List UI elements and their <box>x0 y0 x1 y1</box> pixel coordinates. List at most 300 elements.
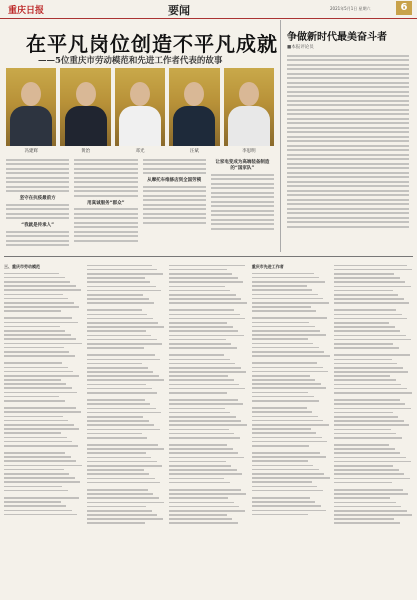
list-text-line <box>252 407 307 409</box>
list-text-line <box>87 437 148 439</box>
list-text-line <box>169 330 238 332</box>
list-text-line <box>4 383 66 385</box>
list-text-line <box>252 432 316 434</box>
list-text-line <box>252 383 321 385</box>
list-text-line <box>87 354 155 356</box>
list-text-line <box>87 318 153 320</box>
list-text-line <box>4 501 61 503</box>
list-text-line <box>334 424 409 426</box>
list-text-line <box>4 514 77 516</box>
photo-caption: 邓光 <box>135 149 145 154</box>
list-text-line <box>169 384 239 386</box>
list-text-line <box>169 314 240 316</box>
list-text-line <box>4 355 75 357</box>
list-text-line <box>252 428 311 430</box>
list-text-line <box>4 310 61 312</box>
list-text-line <box>4 322 78 324</box>
list-text-line <box>334 518 394 520</box>
list-text-line <box>87 473 150 475</box>
list-text-line <box>87 465 162 467</box>
list-text-line <box>169 403 243 405</box>
list-text-line <box>87 514 158 516</box>
list-text-line <box>334 506 401 508</box>
list-text-line <box>252 400 320 402</box>
list-text-line <box>4 437 67 439</box>
list-text-line <box>252 497 310 499</box>
list-text-line <box>87 439 166 442</box>
list-text-line <box>169 514 226 516</box>
honor-list <box>4 262 413 596</box>
list-text-line <box>4 420 68 422</box>
list-text-line <box>252 306 311 308</box>
list-text-line <box>252 411 313 413</box>
list-text-line <box>4 379 61 381</box>
list-text-line <box>169 286 225 288</box>
list-text-line <box>169 522 237 524</box>
photo-strip <box>6 68 274 146</box>
list-text-line <box>4 510 72 512</box>
sidebar-author: ■本报评论员 <box>287 45 314 50</box>
article-subtitle: 用真诚服务“群众” <box>87 200 125 206</box>
list-text-line <box>252 396 314 398</box>
portrait-photo <box>115 68 165 146</box>
list-text-line <box>252 338 308 340</box>
subheadline: ——5位重庆市劳动模范和先进工作者代表的故事 <box>38 56 223 66</box>
list-text-line <box>334 465 393 467</box>
list-text-line <box>87 330 146 332</box>
list-text-line <box>4 273 59 275</box>
list-text-line <box>4 347 64 349</box>
list-text-line <box>169 318 245 320</box>
portrait-photo <box>60 68 110 146</box>
list-text-line <box>169 497 228 499</box>
section-title: 要闻 <box>168 4 190 17</box>
list-text-line <box>169 412 230 414</box>
photo-captions <box>6 148 274 154</box>
list-text-line <box>169 388 244 390</box>
list-text-line <box>334 483 413 486</box>
list-text-line <box>87 304 166 307</box>
list-text-line <box>252 514 309 516</box>
list-column <box>252 262 331 596</box>
list-text-line <box>169 510 244 512</box>
list-text-line <box>169 457 244 459</box>
list-text-line <box>334 412 392 414</box>
photo-caption: 李思明 <box>242 149 256 154</box>
list-text-line <box>252 424 329 426</box>
list-text-line <box>169 392 226 394</box>
list-text-line <box>4 428 79 430</box>
list-text-line <box>169 448 233 450</box>
list-text-line <box>4 277 65 279</box>
list-text-line <box>169 399 237 401</box>
list-text-line <box>334 416 398 418</box>
list-text-line <box>252 367 323 369</box>
list-text-line <box>87 363 143 365</box>
list-text-line <box>252 277 320 279</box>
photo-caption: 黄治 <box>81 149 91 154</box>
list-text-line <box>252 465 313 467</box>
list-text-line <box>334 309 396 311</box>
list-text-line <box>4 456 71 458</box>
list-text-line <box>334 273 394 275</box>
list-text-line <box>87 375 159 377</box>
list-text-line <box>87 298 149 300</box>
list-text-line <box>4 392 77 394</box>
list-text-line <box>334 326 395 328</box>
list-text-line <box>87 309 142 311</box>
list-text-line <box>334 489 402 491</box>
list-text-line <box>334 277 399 279</box>
list-text-line <box>334 522 399 524</box>
list-text-line <box>334 444 389 446</box>
list-text-line <box>4 400 65 402</box>
list-text-line <box>169 452 238 454</box>
list-text-line <box>169 483 248 486</box>
list-text-line <box>4 411 81 413</box>
list-text-line <box>169 290 230 292</box>
list-text-line <box>334 379 395 381</box>
list-text-line <box>4 491 83 494</box>
list-text-line <box>252 416 318 418</box>
list-text-line <box>169 444 227 446</box>
list-text-line <box>252 501 316 503</box>
list-text-line <box>87 493 154 495</box>
list-text-line <box>4 312 83 315</box>
list-text-line <box>334 514 412 516</box>
list-text-line <box>87 429 160 431</box>
list-text-line <box>334 318 407 320</box>
list-text-line <box>4 477 75 479</box>
list-text-line <box>87 457 151 459</box>
list-text-line <box>169 394 248 397</box>
list-text-line <box>169 416 236 418</box>
list-text-line <box>87 281 151 283</box>
list-text-line <box>334 394 413 397</box>
list-text-line <box>169 493 246 495</box>
list-text-line <box>87 371 154 373</box>
list-text-line <box>4 338 76 340</box>
list-text-line <box>4 407 76 409</box>
list-text-line <box>87 302 155 304</box>
list-text-line <box>169 371 246 373</box>
list-text-line <box>169 439 248 442</box>
list-text-line <box>4 375 79 377</box>
page-number: 6 <box>396 1 412 15</box>
list-text-line <box>252 510 327 512</box>
list-text-line <box>169 339 226 341</box>
list-text-line <box>169 277 237 279</box>
list-text-line <box>4 294 63 296</box>
list-text-line <box>169 309 234 311</box>
list-text-line <box>334 408 410 410</box>
list-text-line <box>87 506 147 508</box>
list-text-line <box>334 281 405 283</box>
list-text-line <box>252 281 325 283</box>
list-text-line <box>252 317 327 319</box>
list-text-line <box>87 478 155 480</box>
list-text-line <box>252 420 324 422</box>
list-text-line <box>252 343 313 345</box>
list-text-line <box>334 482 391 484</box>
list-text-line <box>334 448 395 450</box>
list-text-line <box>87 314 148 316</box>
list-text-line <box>87 502 165 504</box>
list-text-line <box>4 289 81 291</box>
list-text-line <box>169 302 247 304</box>
list-text-line <box>87 359 161 361</box>
list-text-line <box>4 351 69 353</box>
list-text-line <box>87 489 148 491</box>
list-text-line <box>87 403 151 405</box>
list-text-line <box>252 437 322 439</box>
list-text-line <box>4 432 61 434</box>
list-text-line <box>334 399 399 401</box>
list-text-line <box>87 286 156 288</box>
list-text-line <box>252 379 316 381</box>
list-text-line <box>252 355 330 357</box>
list-text-line <box>4 281 70 283</box>
list-text-line <box>334 461 411 463</box>
list-text-line <box>169 349 248 352</box>
portrait-photo <box>224 68 274 146</box>
list-text-line <box>87 394 166 397</box>
list-text-line <box>169 273 232 275</box>
list-text-line <box>252 322 309 324</box>
list-text-line <box>334 335 406 337</box>
list-text-line <box>4 387 72 389</box>
editorial-sidebar <box>280 20 412 252</box>
list-text-line <box>87 392 158 394</box>
list-text-line <box>4 334 71 336</box>
dateline: 2021年5月1日 星期六 <box>330 6 371 11</box>
masthead-bar <box>0 0 417 19</box>
article-subtitle: 坚守在抗疫最前方 <box>19 196 56 201</box>
article-subtitle: 让家电变成为高端装备制造的“国家队” <box>215 160 270 171</box>
list-text-line <box>4 330 65 332</box>
list-text-line <box>169 298 241 300</box>
list-text-line <box>87 339 157 341</box>
list-text-line <box>252 445 309 447</box>
list-text-line <box>87 349 166 352</box>
list-text-line <box>87 497 159 499</box>
list-text-line <box>169 469 237 471</box>
list-text-line <box>252 456 326 458</box>
list-text-line <box>87 326 164 328</box>
list-text-line <box>87 412 162 414</box>
list-text-line <box>169 502 233 504</box>
list-text-line <box>169 326 233 328</box>
list-text-line <box>4 481 80 483</box>
list-text-line <box>334 314 402 316</box>
list-text-line <box>334 294 398 296</box>
list-text-line <box>87 367 148 369</box>
list-text-line <box>87 322 159 324</box>
list-text-line <box>4 402 83 405</box>
list-text-line <box>4 452 65 454</box>
list-text-line <box>4 306 79 308</box>
list-text-line <box>334 330 400 332</box>
list-text-line <box>334 502 395 504</box>
list-text-line <box>169 322 227 324</box>
list-text-line <box>334 493 408 495</box>
list-text-line <box>252 402 331 405</box>
list-text-line <box>169 420 241 422</box>
sidebar-title: 争做新时代最美奋斗者 <box>287 32 387 43</box>
list-text-line <box>252 477 330 479</box>
photo-caption: 冯建辉 <box>24 149 38 154</box>
list-text-line <box>169 408 225 410</box>
list-text-line <box>252 392 309 394</box>
section-divider <box>4 256 413 257</box>
list-text-line <box>4 460 76 462</box>
article-subtitle: 从摩托车维修店到全国劳模 <box>147 178 202 183</box>
list-text-line <box>4 396 59 398</box>
list-text-line <box>4 473 69 475</box>
list-text-line <box>334 286 410 288</box>
list-text-line <box>87 469 144 471</box>
list-text-line <box>4 302 74 304</box>
list-text-line <box>334 439 413 442</box>
list-text-line <box>169 367 241 369</box>
list-text-line <box>334 384 401 386</box>
list-text-line <box>334 339 411 341</box>
list-text-line <box>334 497 390 499</box>
list-text-line <box>4 469 64 471</box>
list-text-line <box>87 510 152 512</box>
list-text-line <box>4 357 83 360</box>
list-text-line <box>4 416 63 418</box>
list-text-line <box>252 334 326 336</box>
list-text-line <box>87 343 162 345</box>
list-text-line <box>87 482 161 484</box>
list-text-line <box>334 433 396 435</box>
list-text-line <box>334 478 409 480</box>
list-text-line <box>87 384 147 386</box>
list-text-line <box>334 452 400 454</box>
list-text-line <box>252 310 316 312</box>
list-text-line <box>87 461 157 463</box>
list-text-line <box>169 281 243 283</box>
list-text-line <box>252 362 317 364</box>
list-text-line <box>169 359 230 361</box>
list-text-line <box>169 335 244 337</box>
list-text-line <box>4 490 68 492</box>
list-text-line <box>334 420 403 422</box>
list-text-line <box>334 302 409 304</box>
list-text-line <box>169 375 228 377</box>
list-text-line <box>169 478 224 480</box>
list-text-line <box>4 317 72 319</box>
list-column <box>87 262 166 596</box>
list-text-line <box>169 269 226 271</box>
list-text-line <box>87 335 151 337</box>
list-text-line <box>252 289 313 291</box>
list-text-line <box>334 388 406 390</box>
list-text-line <box>334 269 412 271</box>
article-column <box>143 156 206 252</box>
list-text-line <box>169 354 224 356</box>
portrait-photo <box>169 68 219 146</box>
list-text-line <box>87 379 165 381</box>
list-text-line <box>252 273 314 275</box>
list-text-line <box>87 448 164 450</box>
list-text-line <box>252 491 331 494</box>
list-text-line <box>169 379 233 381</box>
list-heading: 三、重庆市劳动模范 <box>4 264 40 269</box>
list-column <box>334 262 413 596</box>
list-text-line <box>169 433 234 435</box>
list-text-line <box>334 371 408 373</box>
list-text-line <box>334 354 409 356</box>
list-text-line <box>169 489 241 491</box>
list-text-line <box>252 302 329 304</box>
list-text-line <box>87 277 145 279</box>
list-text-line <box>4 445 78 447</box>
article-column <box>74 156 137 252</box>
list-text-line <box>4 298 68 300</box>
list-text-line <box>334 469 398 471</box>
list-text-line <box>169 424 247 426</box>
list-text-line <box>252 330 320 332</box>
list-text-line <box>87 518 163 520</box>
list-text-line <box>4 497 79 499</box>
list-text-line <box>169 343 231 345</box>
list-text-line <box>4 362 62 364</box>
list-text-line <box>252 351 324 353</box>
list-text-line <box>169 465 231 467</box>
headline: 在平凡岗位创造不平凡成就 <box>26 32 278 56</box>
list-text-line <box>87 522 145 524</box>
list-text-line <box>87 483 166 486</box>
list-text-line <box>252 460 308 462</box>
list-text-line <box>169 347 237 349</box>
list-text-line <box>252 326 315 328</box>
list-text-line <box>4 505 66 507</box>
list-text-line <box>4 285 76 287</box>
photo-caption: 汪斌 <box>189 149 199 154</box>
list-text-line <box>334 298 403 300</box>
list-text-line <box>252 452 320 454</box>
list-text-line <box>87 420 149 422</box>
list-text-line <box>87 408 156 410</box>
list-text-line <box>252 294 318 296</box>
list-text-line <box>87 399 145 401</box>
list-text-line <box>252 312 331 315</box>
list-text-line <box>252 347 319 349</box>
list-text-line <box>169 506 239 508</box>
list-text-line <box>87 424 155 426</box>
list-text-line <box>87 265 152 267</box>
list-text-line <box>87 433 142 435</box>
list-text-line <box>4 326 60 328</box>
list-text-line <box>87 416 144 418</box>
list-text-line <box>334 347 398 349</box>
list-text-line <box>4 447 83 450</box>
list-text-line <box>334 363 397 365</box>
list-text-line <box>87 273 163 275</box>
list-text-line <box>334 367 402 369</box>
list-text-line <box>169 304 248 307</box>
list-text-line <box>334 510 406 512</box>
list-text-line <box>252 357 331 360</box>
list-text-line <box>87 269 158 271</box>
list-heading: 重庆市先进工作者 <box>251 264 284 269</box>
list-text-line <box>334 304 413 307</box>
list-text-line <box>252 285 307 287</box>
list-text-line <box>252 371 328 373</box>
article-column <box>211 156 274 252</box>
